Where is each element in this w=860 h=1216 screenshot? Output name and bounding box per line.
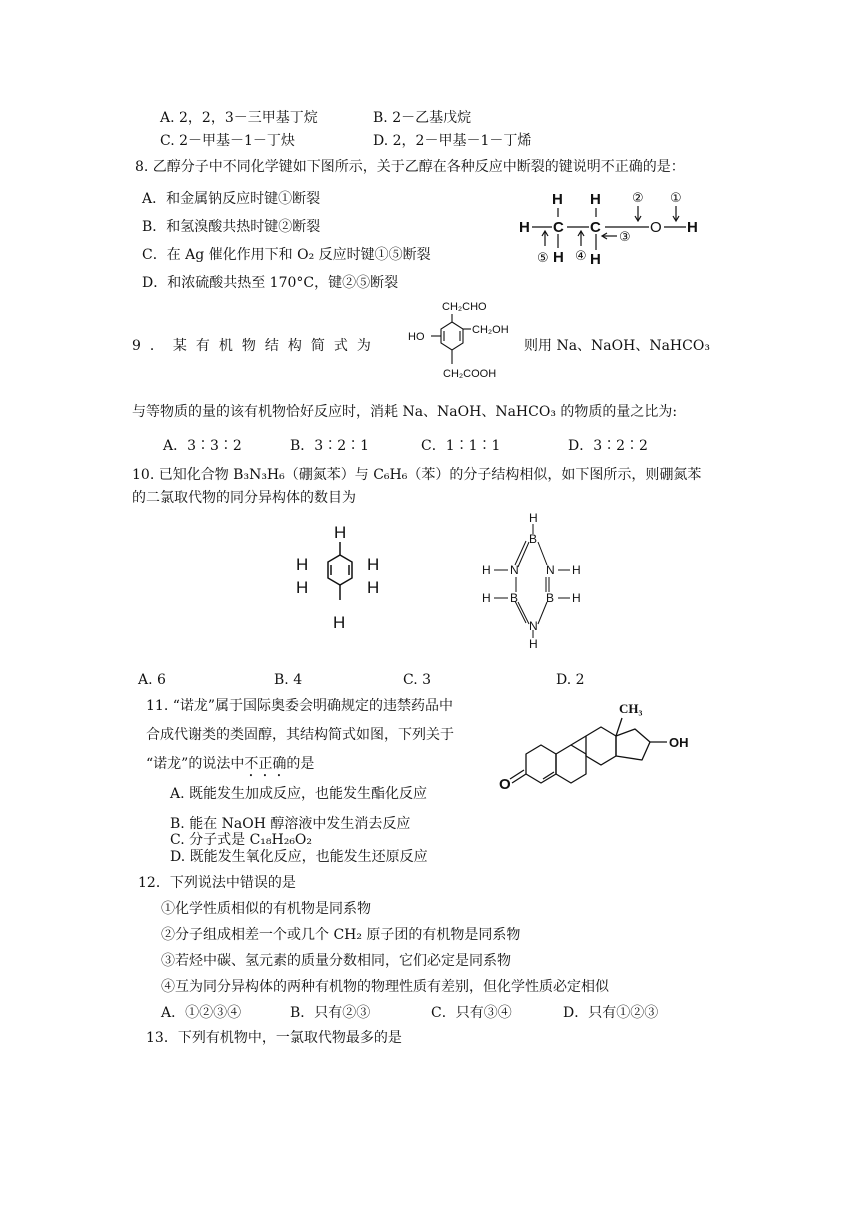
q11-stem-line3-a: “诺龙”的说法中 — [146, 756, 245, 772]
atom-h-bottom-2: H — [590, 251, 601, 268]
benzene-h-upper-left: H — [296, 555, 309, 574]
q9-option-b: B．3∶2∶1 — [290, 438, 370, 454]
benzene-h-upper-right: H — [367, 555, 380, 574]
atom-h-top-2: H — [590, 191, 601, 208]
q12-statement-2: ②分子组成相差一个或几个 CH₂ 原子团的有机物是同系物 — [161, 927, 521, 943]
atom-h-left: H — [519, 219, 530, 236]
bond-3-label: ③ — [619, 229, 631, 244]
borazine-h-lower-right: H — [572, 591, 581, 605]
bond-5-label: ⑤ — [537, 250, 549, 265]
q12-statement-1: ①化学性质相似的有机物是同系物 — [161, 901, 371, 917]
q11-stem-line3-c: 的是 — [286, 756, 315, 772]
q8-option-d: D．和浓硫酸共热至 170°C，键②⑤断裂 — [142, 275, 399, 291]
atom-c-2: C — [590, 219, 601, 236]
bond-1-label: ① — [670, 190, 682, 205]
q7-option-c: C. 2－甲基－1－丁炔 — [160, 133, 295, 149]
nandrolone-methyl-label: CH₃ — [619, 701, 643, 716]
atom-h-bottom-1: H — [553, 249, 564, 266]
benzene-h-lower-right: H — [367, 578, 380, 597]
atom-h-right: H — [687, 219, 698, 236]
borazine-b-top: B — [529, 532, 538, 546]
benzene-h-bottom: H — [333, 613, 346, 632]
q10-option-d: D. 2 — [556, 672, 585, 688]
nandrolone-structure — [495, 698, 715, 814]
borazine-structure — [478, 512, 593, 652]
borazine-h-lower-left: H — [482, 591, 491, 605]
borazine-h-upper-left: H — [482, 563, 491, 577]
borazine-n-upper-left: N — [510, 563, 519, 577]
q9-option-d: D．3∶2∶2 — [568, 438, 648, 454]
borazine-n-bottom: N — [529, 619, 538, 633]
q11-option-b: B. 能在 NaOH 醇溶液中发生消去反应 — [170, 816, 411, 832]
q12-statement-4: ④互为同分异构体的两种有机物的物理性质有差别，但化学性质必定相似 — [161, 979, 609, 995]
q7-option-a: A. 2，2，3－三甲基丁烷 — [160, 110, 318, 126]
atom-h-top-1: H — [552, 191, 563, 208]
q12-option-d: D．只有①②③ — [563, 1005, 659, 1021]
q7-option-b: B. 2－乙基戊烷 — [373, 110, 472, 126]
q10-stem-line1: 10. 已知化合物 B₃N₃H₆（硼氮苯）与 C₆H₆（苯）的分子结构相似，如下图所示，则硼氮苯 — [132, 467, 702, 483]
q8-option-c: C．在 Ag 催化作用下和 O₂ 反应时键①⑤断裂 — [142, 247, 431, 263]
q9-group-bottom: CH₂COOH — [443, 368, 497, 380]
q8-stem: 8. 乙醇分子中不同化学键如下图所示，关于乙醇在各种反应中断裂的键说明不正确的是： — [135, 159, 685, 175]
q12-stem: 12．下列说法中错误的是 — [138, 875, 296, 891]
ethanol-bond-diagram — [515, 188, 715, 270]
q12-statement-3: ③若烃中碳、氢元素的质量分数相同，它们必定是同系物 — [161, 953, 511, 969]
benzene-structure — [292, 520, 392, 635]
borazine-h-bottom: H — [529, 637, 538, 651]
q11-emphasis-not-correct: 不正确 — [244, 756, 287, 772]
q9-stem-end: 则用 Na、NaOH、NaHCO₃ — [524, 338, 710, 354]
q10-option-a: A. 6 — [138, 672, 166, 688]
borazine-b-lower-left: B — [510, 591, 519, 605]
q12-option-b: B．只有②③ — [290, 1005, 371, 1021]
q9-group-left: HO — [408, 331, 425, 343]
q12-option-a: A．①②③④ — [161, 1005, 242, 1021]
borazine-n-upper-right: N — [546, 563, 555, 577]
nandrolone-oh-label: OH — [669, 735, 689, 750]
q9-structure — [405, 296, 520, 384]
q9-stem-start: 9．某有机物结构简式为 — [132, 338, 380, 354]
borazine-b-lower-right: B — [546, 591, 555, 605]
borazine-h-upper-right: H — [572, 563, 581, 577]
q9-group-top: CH₂CHO — [442, 301, 487, 313]
q13-stem: 13．下列有机物中，一氯取代物最多的是 — [146, 1030, 402, 1046]
bond-4-label: ④ — [575, 248, 587, 263]
q9-stem-line2: 与等物质的量的该有机物恰好反应时，消耗 Na、NaOH、NaHCO₃ 的物质的量之比为: — [132, 404, 678, 420]
q11-option-a: A. 既能发生加成反应，也能发生酯化反应 — [170, 786, 428, 802]
benzene-h-top: H — [334, 523, 347, 542]
q9-group-right: CH₂OH — [472, 324, 509, 336]
q11-option-c: C. 分子式是 C₁₈H₂₆O₂ — [170, 832, 313, 848]
q9-option-a: A．3∶3∶2 — [163, 438, 242, 454]
q11-stem-line3 — [146, 756, 314, 780]
q12-option-c: C．只有③④ — [431, 1005, 512, 1021]
q10-option-c: C. 3 — [403, 672, 432, 688]
q11-stem-line2: 合成代谢类的类固醇，其结构简式如图，下列关于 — [146, 727, 454, 743]
q10-option-b: B. 4 — [274, 672, 303, 688]
benzene-h-lower-left: H — [296, 578, 309, 597]
q10-stem-line2: 的二氯取代物的同分异构体的数目为 — [132, 490, 356, 506]
q11-option-d: D. 既能发生氧化反应，也能发生还原反应 — [170, 849, 428, 865]
q9-option-c: C．1∶1∶1 — [421, 438, 501, 454]
q8-option-a: A．和金属钠反应时键①断裂 — [142, 191, 321, 207]
atom-o: O — [650, 219, 662, 236]
q8-option-b: B．和氢溴酸共热时键②断裂 — [142, 219, 321, 235]
borazine-h-top: H — [529, 512, 538, 525]
atom-c-1: C — [553, 219, 564, 236]
bond-2-label: ② — [632, 190, 644, 205]
q11-stem-line1: 11. “诺龙”属于国际奥委会明确规定的违禁药品中 — [146, 698, 454, 714]
q7-option-d: D. 2，2－甲基－1－丁烯 — [373, 133, 532, 149]
nandrolone-ketone-o-label: O — [499, 776, 511, 793]
